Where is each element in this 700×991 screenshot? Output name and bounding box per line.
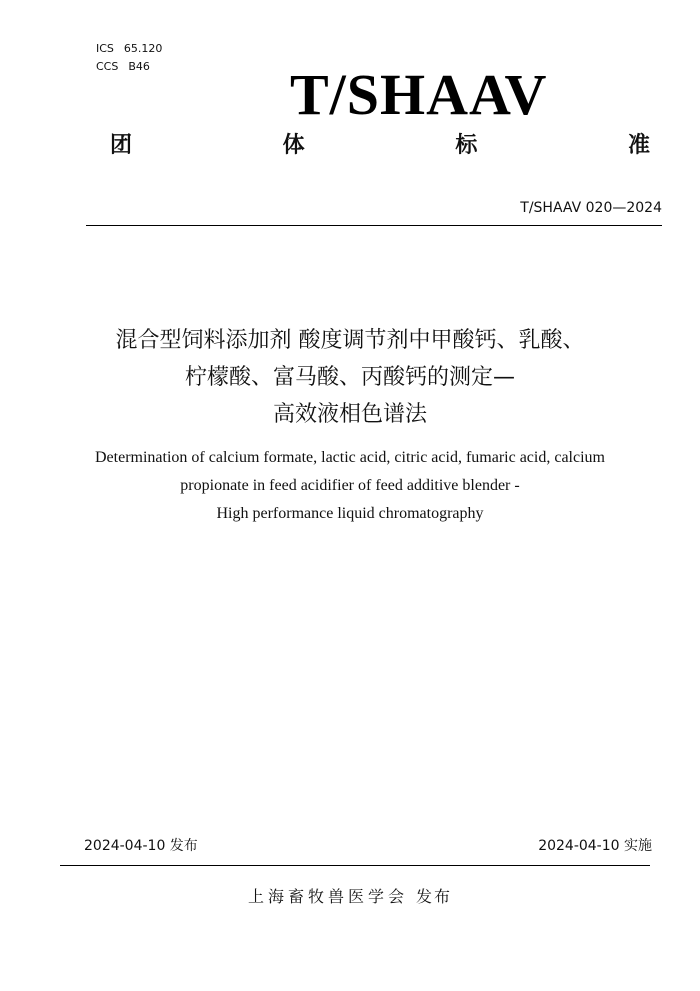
standard-type-heading [110,131,650,161]
standard-number: T/SHAAV 020—2024 [520,200,662,216]
english-title [40,444,660,528]
standard-type-char: 准 [627,133,650,158]
standard-type-char: 标 [455,133,478,158]
chinese-title-line: 柠檬酸、富马酸、丙酸钙的测定— [184,365,515,390]
chinese-title [40,322,660,433]
chinese-title-line: 混合型饲料添加剂 酸度调节剂中甲酸钙、乳酸、 [115,328,585,353]
english-title-line: propionate in feed acidifier of feed additive blender - [180,477,520,494]
publisher-line [0,885,700,909]
top-divider [86,225,662,226]
ics-label: ICS [96,42,114,55]
ccs-value: B46 [128,60,150,73]
english-title-line: High performance liquid chromatography [216,505,484,522]
ccs-row [96,58,162,76]
ics-value: 65.120 [123,42,163,55]
standard-brand-logo: T/SHAAV [290,62,548,127]
ics-row [96,40,162,58]
bottom-divider [60,865,650,866]
publisher-organization: 上海畜牧兽医学会 [247,887,408,906]
standard-type-char: 体 [282,133,305,158]
publisher-action: 发布 [416,887,453,906]
standard-type-char: 团 [110,133,133,158]
english-title-line: Determination of calcium formate, lactic acid, citric acid, fumaric acid, calcium [95,449,605,466]
implementation-date: 2024-04-10 实施 [538,838,652,854]
ccs-label: CCS [96,60,119,73]
chinese-title-line: 高效液相色谱法 [272,402,427,427]
classification-codes [96,40,162,76]
issue-date: 2024-04-10 发布 [84,838,198,854]
